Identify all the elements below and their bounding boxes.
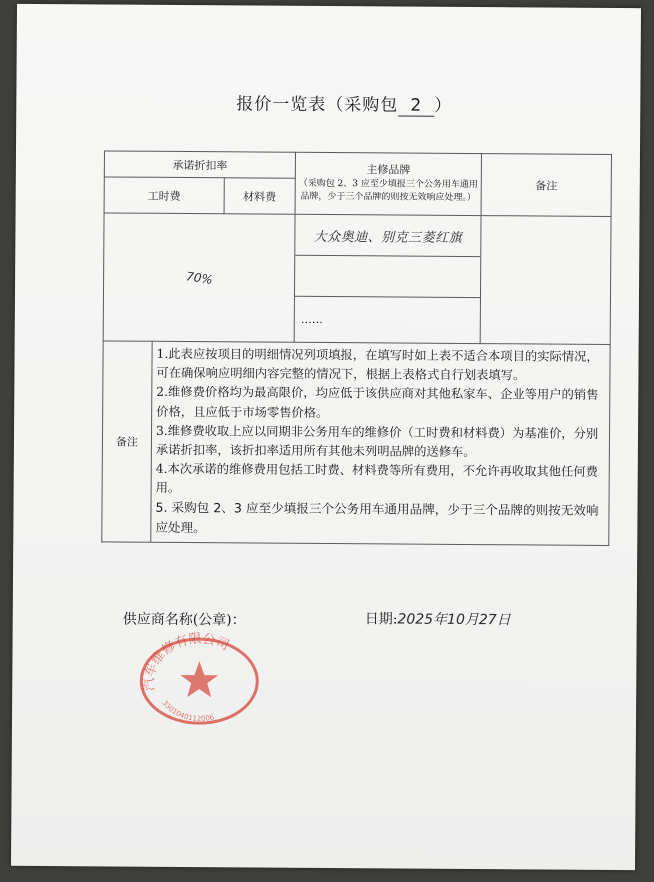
brand-line-2 xyxy=(295,256,480,298)
note-item: 5. 采购包 2、3 应至少填报三个公务用车通用品牌，少于三个品牌的则按无效响应处理。 xyxy=(155,500,599,536)
discount-value: 70% xyxy=(184,268,214,287)
package-number: 2 xyxy=(398,95,434,116)
material-fee-header: 材料费 xyxy=(224,178,295,214)
note-item: 2.维修费价格均为最高限价，均应低于该供应商对其他私家车、企业等用户的销售价格，且应低于市场零售价格。 xyxy=(156,385,599,420)
supplier-label: 供应商名称(公章)： xyxy=(122,611,246,629)
discount-cell xyxy=(103,213,295,342)
company-seal xyxy=(136,631,263,726)
remark-header: 备注 xyxy=(481,154,611,217)
title-suffix: ） xyxy=(434,95,453,116)
date-handwritten: 2025年10月27日 xyxy=(397,611,511,629)
date-field xyxy=(365,608,511,629)
brand-header-title: 主修品牌 xyxy=(366,163,411,178)
brand-ellipsis: …… xyxy=(300,312,323,326)
labor-fee-header: 工时费 xyxy=(104,177,224,214)
seal-text: 汽车维修有限公司 xyxy=(142,631,232,692)
brand-header-note: （采购包 2、3 应至少填报三个公务用车通用品牌，少于三个品牌的则按无效响应处理。） xyxy=(298,179,478,203)
seal-star-icon xyxy=(180,661,218,697)
notes-label: 备注 xyxy=(102,341,152,542)
brand-line-1 xyxy=(295,215,480,257)
note-item: 1.此表应按项目的明细情况列项填报，在填写时如上表不适合本项目的实际情况，可在确保响应明细内容完整的情况下，根据上表格式自行划表填写。 xyxy=(156,346,599,383)
date-label: 日期: xyxy=(364,611,398,628)
note-item: 4.本次承诺的维修费用包括工时费、材料费等所有费用，不允许再收取其他任何费用。 xyxy=(155,461,598,496)
page-title xyxy=(236,89,452,117)
brand-cell xyxy=(294,214,481,343)
svg-text:汽车维修有限公司 xyxy=(142,631,231,692)
document-page xyxy=(11,4,641,870)
notes-cell xyxy=(151,341,610,545)
quote-table xyxy=(101,150,612,545)
title-prefix: 报价一览表（采购包 xyxy=(236,94,399,116)
note-item: 3.维修费收取上应以同期非公务用车的维修价（工时费和材料费）为基准价，分别承诺折扣率，该折扣率适用所有其他未列明品牌的送修车。 xyxy=(155,423,599,459)
remark-cell xyxy=(480,216,611,345)
seal-number: 3301040112006 xyxy=(160,699,215,724)
svg-text:3301040112006 xyxy=(160,699,215,723)
discount-header: 承诺折扣率 xyxy=(104,151,295,178)
brand-line-3 xyxy=(295,297,480,342)
brand-handwritten: 大众奥迪、别克三菱红旗 xyxy=(313,229,463,246)
brand-header xyxy=(295,152,481,215)
